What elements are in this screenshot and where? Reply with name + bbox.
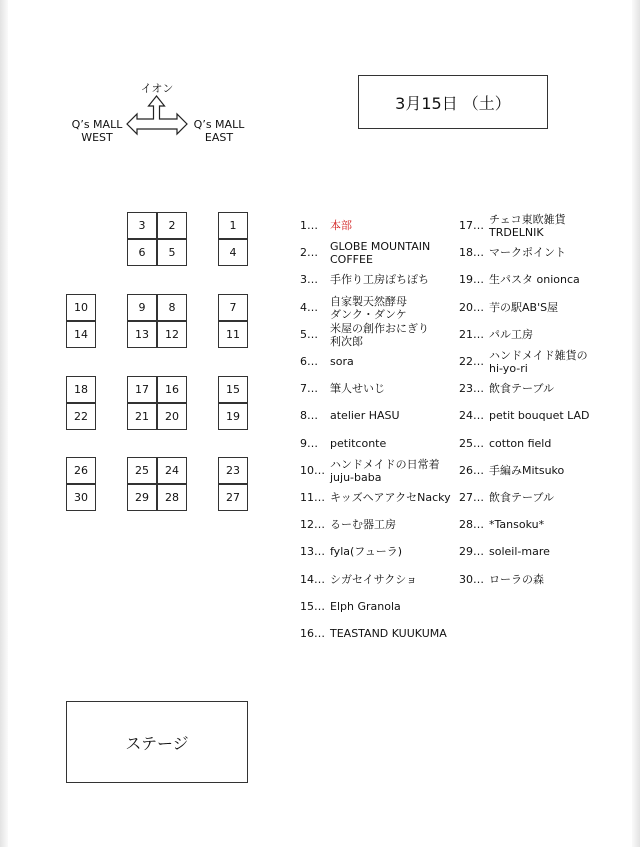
booth-6: 6 bbox=[127, 239, 157, 266]
booth-1: 1 bbox=[218, 212, 248, 239]
vendor-name bbox=[489, 246, 566, 259]
vendor-name bbox=[330, 518, 396, 531]
vendor-number: 7… bbox=[300, 382, 318, 395]
vendor-name-line: 自家製天然酵母 bbox=[330, 295, 407, 308]
vendor-name-line: 筆人せいじ bbox=[330, 382, 385, 395]
vendor-name bbox=[330, 219, 352, 232]
vendor-name-line: hi-yo-ri bbox=[489, 362, 528, 375]
vendor-name-line: ハンドメイド雑貨の bbox=[489, 349, 588, 362]
vendor-number: 24… bbox=[459, 409, 484, 422]
compass-west-label: Q’s MALL WEST bbox=[71, 118, 123, 144]
vendor-number: 30… bbox=[459, 573, 484, 586]
booth-12: 12 bbox=[157, 321, 187, 348]
vendor-number: 23… bbox=[459, 382, 484, 395]
booth-13: 13 bbox=[127, 321, 157, 348]
booth-24: 24 bbox=[157, 457, 187, 484]
event-date: 3月15日 （土） bbox=[358, 75, 548, 129]
vendor-name-line: 手編みMitsuko bbox=[489, 464, 565, 477]
vendor-number: 9… bbox=[300, 437, 318, 450]
vendor-name-line: TEASTAND KUUKUMA bbox=[330, 627, 447, 640]
vendor-number: 28… bbox=[459, 518, 484, 531]
vendor-number: 14… bbox=[300, 573, 325, 586]
compass-north-label: イオン bbox=[140, 82, 174, 95]
vendor-name-line: *Tansoku* bbox=[489, 518, 545, 531]
vendor-name bbox=[489, 437, 551, 450]
booth-19: 19 bbox=[218, 403, 248, 430]
vendor-number: 18… bbox=[459, 246, 484, 259]
vendor-name-line: 生パスタ onionca bbox=[489, 273, 580, 286]
vendor-name bbox=[489, 573, 544, 586]
vendor-name bbox=[489, 213, 566, 239]
vendor-number: 16… bbox=[300, 627, 325, 640]
vendor-name-line: petit bouquet LAD bbox=[489, 409, 590, 422]
compass-east-label: Q’s MALL EAST bbox=[193, 118, 245, 144]
vendor-name-line: キッズヘアアクセNacky bbox=[330, 491, 451, 504]
vendor-number: 1… bbox=[300, 219, 318, 232]
vendor-name-line: ローラの森 bbox=[489, 573, 544, 586]
vendor-number: 21… bbox=[459, 328, 484, 341]
vendor-number: 2… bbox=[300, 246, 318, 259]
booth-30: 30 bbox=[66, 484, 96, 511]
booth-17: 17 bbox=[127, 376, 157, 403]
vendor-number: 4… bbox=[300, 301, 318, 314]
vendor-name bbox=[330, 409, 400, 422]
booth-26: 26 bbox=[66, 457, 96, 484]
vendor-name-line: 飲食テーブル bbox=[489, 382, 555, 395]
compass-arrow-icon bbox=[124, 94, 190, 142]
booth-27: 27 bbox=[218, 484, 248, 511]
vendor-name bbox=[330, 355, 354, 368]
booth-8: 8 bbox=[157, 294, 187, 321]
booth-23: 23 bbox=[218, 457, 248, 484]
vendor-name-line: 飲食テーブル bbox=[489, 491, 555, 504]
vendor-name-line: パル工房 bbox=[489, 328, 533, 341]
booth-25: 25 bbox=[127, 457, 157, 484]
booth-15: 15 bbox=[218, 376, 248, 403]
vendor-name-line: 本部 bbox=[330, 219, 352, 232]
vendor-name bbox=[489, 382, 554, 395]
page-shadow-left bbox=[0, 0, 8, 847]
vendor-name bbox=[330, 458, 440, 484]
vendor-number: 15… bbox=[300, 600, 325, 613]
vendor-name bbox=[330, 322, 429, 348]
vendor-number: 13… bbox=[300, 545, 325, 558]
vendor-name-line: るーむ器工房 bbox=[330, 518, 396, 531]
vendor-name bbox=[489, 273, 580, 286]
vendor-number: 6… bbox=[300, 355, 318, 368]
page-shadow-right bbox=[632, 0, 640, 847]
vendor-name-line: ハンドメイドの日常着 bbox=[330, 458, 440, 471]
vendor-name-line: soleil-mare bbox=[489, 545, 550, 558]
vendor-name-line: cotton field bbox=[489, 437, 552, 450]
stage: ステージ bbox=[66, 701, 248, 783]
vendor-number: 26… bbox=[459, 464, 484, 477]
vendor-number: 5… bbox=[300, 328, 318, 341]
vendor-number: 19… bbox=[459, 273, 484, 286]
booth-9: 9 bbox=[127, 294, 157, 321]
vendor-name bbox=[489, 301, 558, 314]
vendor-name bbox=[330, 545, 402, 558]
vendor-number: 12… bbox=[300, 518, 325, 531]
vendor-name-line: シガセイサクショ bbox=[330, 573, 418, 586]
booth-5: 5 bbox=[157, 239, 187, 266]
vendor-name-line: atelier HASU bbox=[330, 409, 400, 422]
vendor-number: 20… bbox=[459, 301, 484, 314]
vendor-name bbox=[330, 240, 430, 266]
vendor-name bbox=[330, 437, 386, 450]
booth-28: 28 bbox=[157, 484, 187, 511]
vendor-number: 22… bbox=[459, 355, 484, 368]
booth-22: 22 bbox=[66, 403, 96, 430]
vendor-number: 8… bbox=[300, 409, 318, 422]
vendor-name-line: GLOBE MOUNTAIN bbox=[330, 240, 431, 253]
vendor-name-line: マークポイント bbox=[489, 246, 566, 259]
booth-14: 14 bbox=[66, 321, 96, 348]
vendor-name-line: sora bbox=[330, 355, 354, 368]
vendor-name bbox=[330, 295, 407, 321]
vendor-name bbox=[489, 491, 554, 504]
vendor-name bbox=[330, 382, 385, 395]
booth-3: 3 bbox=[127, 212, 157, 239]
vendor-name-line: ダンク・ダンケ bbox=[330, 308, 407, 321]
vendor-name bbox=[489, 409, 590, 422]
booth-7: 7 bbox=[218, 294, 248, 321]
vendor-name-line: petitconte bbox=[330, 437, 387, 450]
vendor-name-line: fyla(フューラ) bbox=[330, 545, 403, 558]
vendor-name bbox=[489, 464, 564, 477]
vendor-name-line: 利次郎 bbox=[330, 335, 363, 348]
vendor-number: 10… bbox=[300, 464, 325, 477]
booth-10: 10 bbox=[66, 294, 96, 321]
vendor-name bbox=[330, 491, 451, 504]
vendor-number: 17… bbox=[459, 219, 484, 232]
vendor-name bbox=[489, 518, 544, 531]
vendor-name bbox=[489, 545, 550, 558]
vendor-name-line: TRDELNIK bbox=[489, 226, 544, 239]
vendor-name-line: juju-baba bbox=[330, 471, 382, 484]
vendor-name bbox=[330, 600, 401, 613]
vendor-number: 25… bbox=[459, 437, 484, 450]
vendor-name-line: COFFEE bbox=[330, 253, 373, 266]
booth-18: 18 bbox=[66, 376, 96, 403]
booth-21: 21 bbox=[127, 403, 157, 430]
vendor-name bbox=[330, 273, 429, 286]
booth-2: 2 bbox=[157, 212, 187, 239]
vendor-name-line: 芋の駅AB'S屋 bbox=[489, 301, 559, 314]
vendor-name-line: Elph Granola bbox=[330, 600, 401, 613]
vendor-name bbox=[330, 573, 417, 586]
vendor-number: 27… bbox=[459, 491, 484, 504]
booth-20: 20 bbox=[157, 403, 187, 430]
vendor-name bbox=[330, 627, 447, 640]
booth-11: 11 bbox=[218, 321, 248, 348]
vendor-number: 11… bbox=[300, 491, 325, 504]
booth-4: 4 bbox=[218, 239, 248, 266]
booth-29: 29 bbox=[127, 484, 157, 511]
vendor-name-line: 米屋の創作おにぎり bbox=[330, 322, 429, 335]
vendor-name bbox=[489, 328, 533, 341]
vendor-name bbox=[489, 349, 588, 375]
vendor-number: 29… bbox=[459, 545, 484, 558]
vendor-name-line: チェコ東欧雑貨 bbox=[489, 213, 566, 226]
vendor-name-line: 手作り工房ぽちぽち bbox=[330, 273, 429, 286]
booth-16: 16 bbox=[157, 376, 187, 403]
vendor-number: 3… bbox=[300, 273, 318, 286]
